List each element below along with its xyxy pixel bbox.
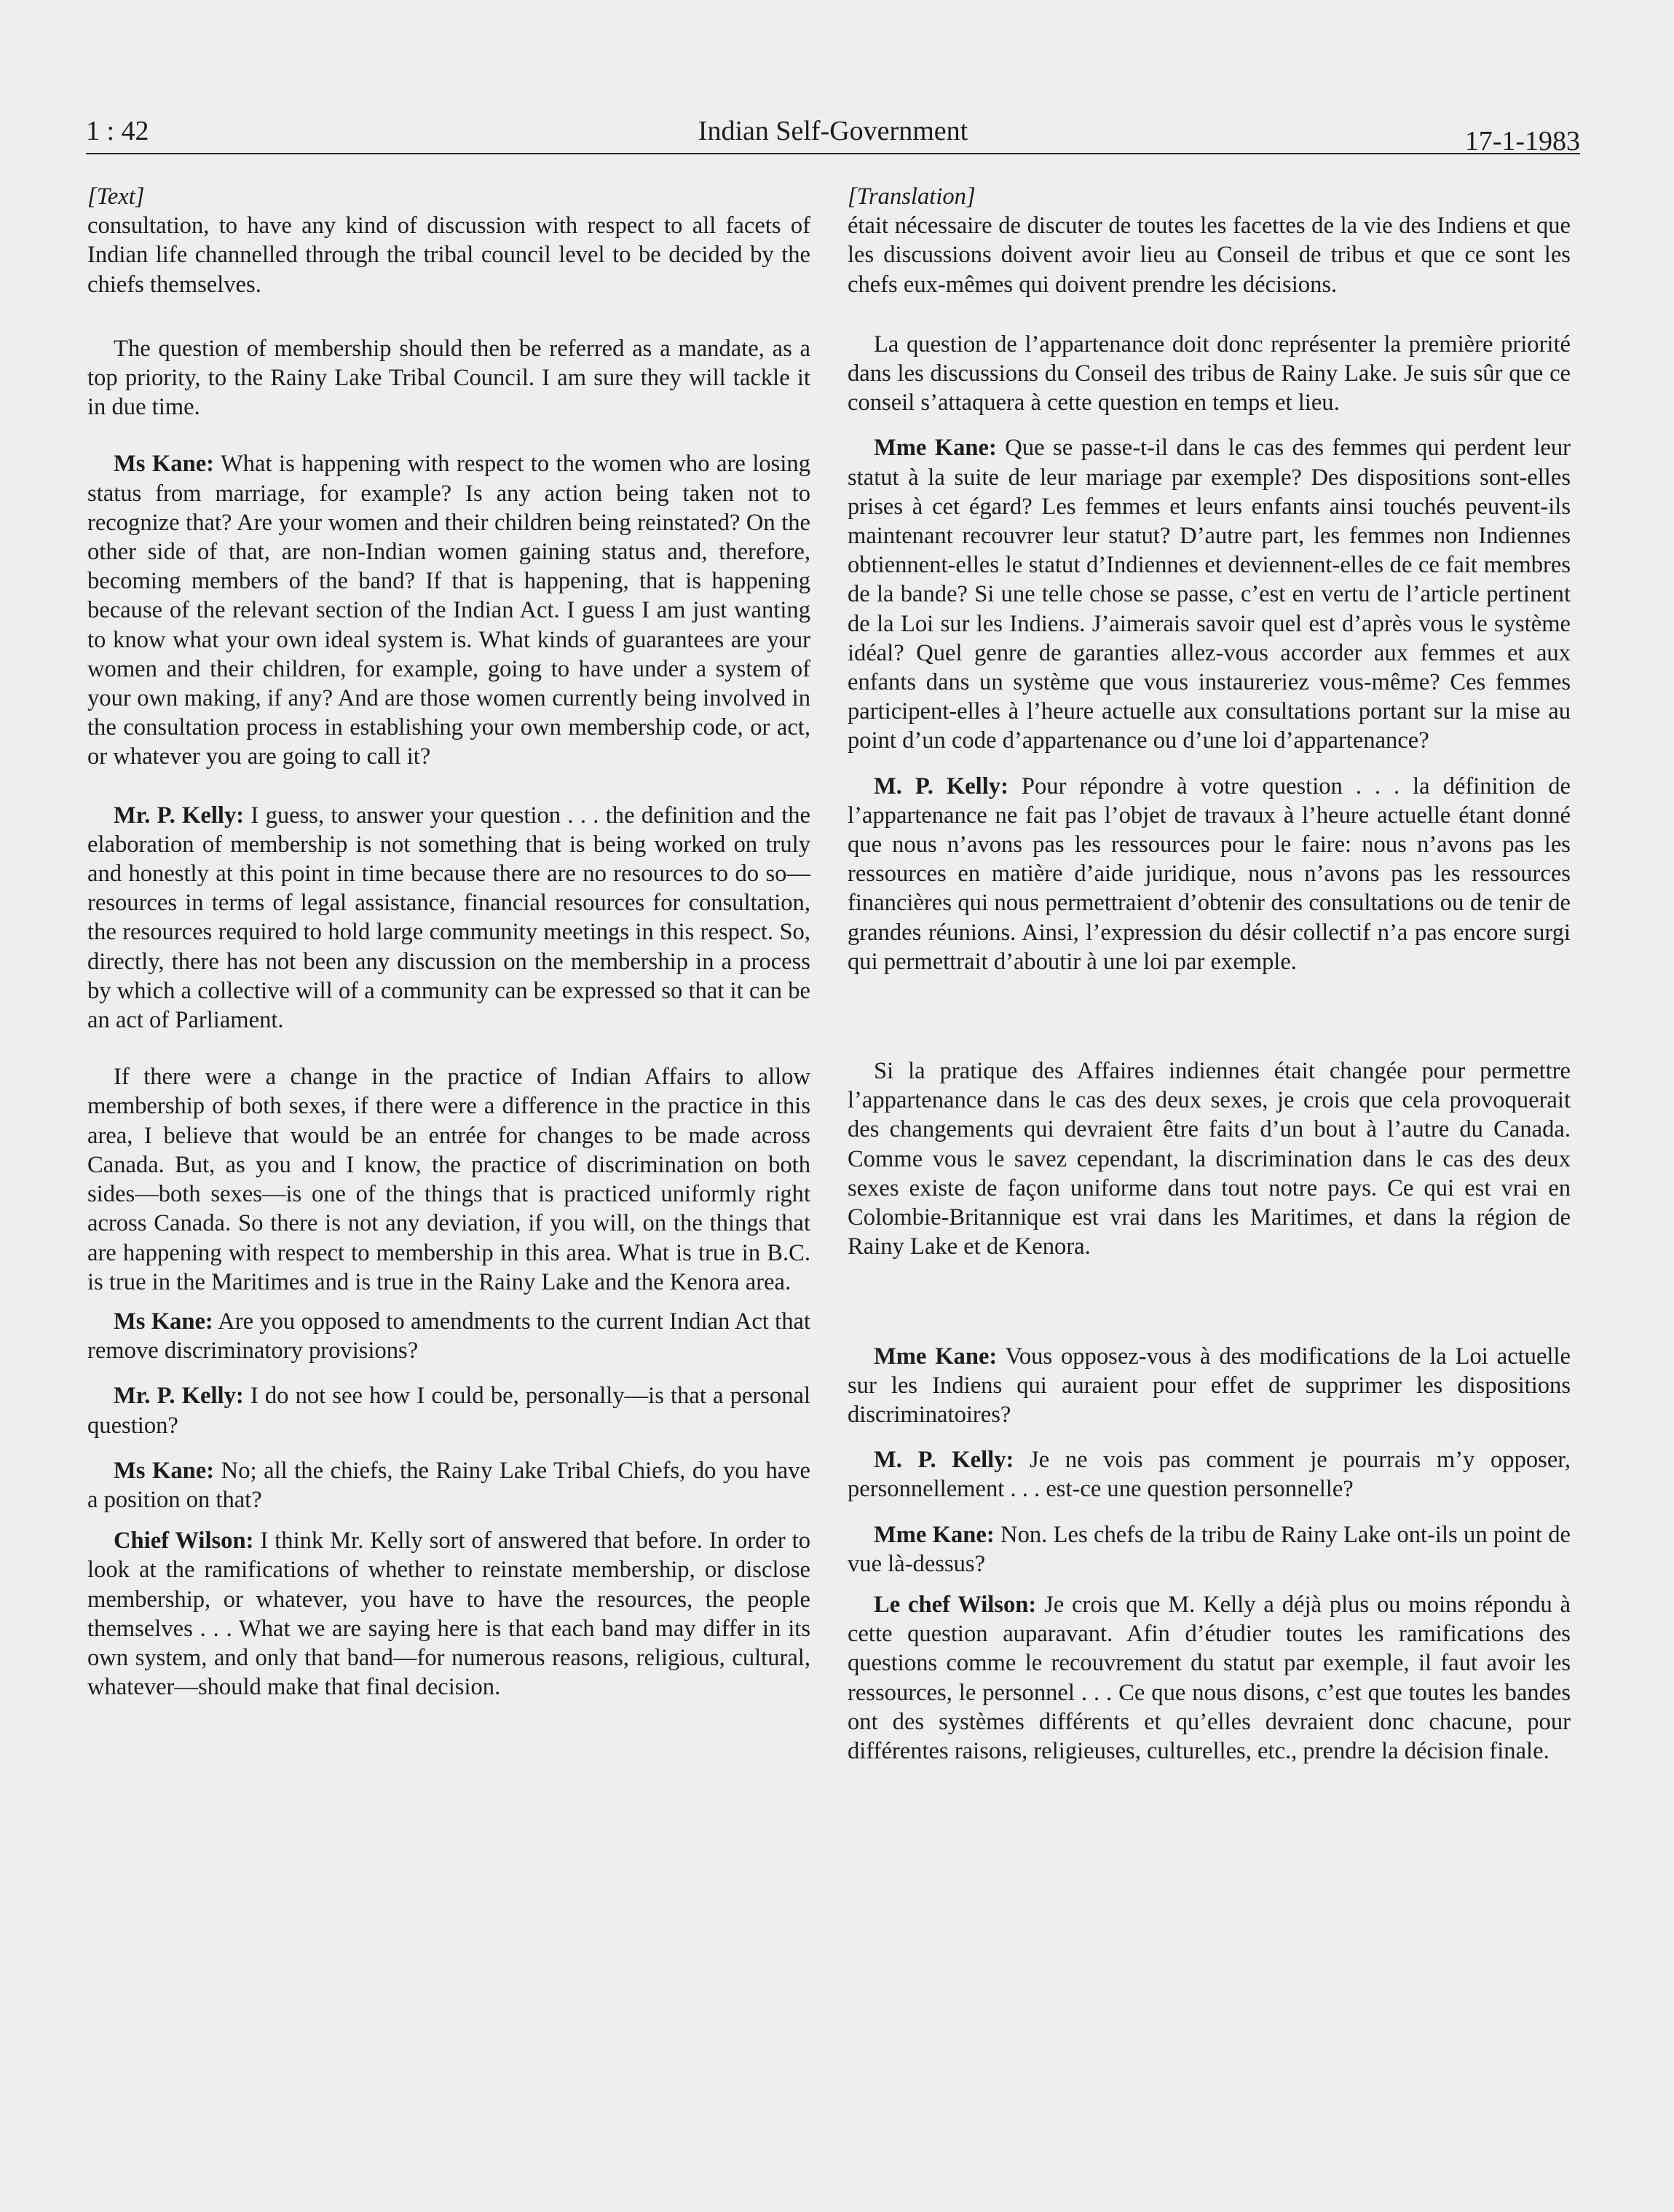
speech-text: I guess, to answer your question . . . the definition and the elaboration of membership is not something that is being worked on truly and honestly at this point in time because there are no resources to do so—resources in terms of legal assistance, financial resources for consultation, the resources required to hold large community meetings in this respect. So, directly, there has not been any discussion on the membership in a process by which a collective will of a community can be expressed so that it can be an act of Parliament.: [87, 802, 810, 1034]
speech-paragraph: [848, 1520, 1571, 1579]
speech-paragraph: [87, 801, 810, 1035]
speech-paragraph: [87, 1381, 810, 1439]
speaker-name: Mme Kane:: [874, 435, 997, 462]
speech-paragraph: [848, 433, 1571, 755]
header-date: 17-1-1983: [1464, 126, 1580, 157]
speech-text: I think Mr. Kelly sort of answered that before. In order to look at the ramifications of whether to reinstate membership, or disclose membership, or whatever, you have to have the resources, the people themselves . . . What we are saying here is that each band may differ in its own system, and only that band—for numerous reasons, religious, cultural, whatever—should make that final decision.: [87, 1528, 811, 1701]
speaker-name: Ms Kane:: [114, 1457, 215, 1484]
english-column: [87, 182, 810, 1702]
speaker-name: M. P. Kelly:: [874, 1447, 1014, 1474]
speech-text: Pour répondre à votre question . . . la définition de l’appartenance ne fait pas l’objet de travaux à l’heure actuelle étant donné que nous n’avons pas les ressources pour le faire: nous n’avons pas les ressources en matière d’aide juridique, nous n’avons pas les ressources financières qui nous permettraient d’obtenir des consultations ou de tenir de grandes réunions. Ainsi, l’expression du désir collectif n’a pas encore surgi qui permettrait d’aboutir à une loi par exemple.: [848, 773, 1571, 975]
paragraph: était nécessaire de discuter de toutes les facettes de la vie des Indiens et que les discussions doivent avoir lieu au Conseil de tribus et que ce sont les chefs eux-mêmes qui doivent prendre les décisions.: [848, 213, 1571, 298]
speaker-name: Chief Wilson:: [114, 1528, 254, 1555]
publication-title: Indian Self-Government: [698, 116, 968, 146]
speech-text: Are you opposed to amendments to the current Indian Act that remove discriminatory provisions?: [87, 1308, 810, 1364]
speaker-name: M. P. Kelly:: [874, 773, 1008, 799]
column-label: [Translation]: [848, 183, 976, 210]
speaker-name: Ms Kane:: [114, 1308, 213, 1335]
speaker-name: Mme Kane:: [874, 1521, 995, 1548]
speaker-name: Mr. P. Kelly:: [114, 1383, 244, 1410]
speech-paragraph: [848, 1445, 1571, 1504]
speech-text: Que se passe-t-il dans le cas des femmes qui perdent leur statut à la suite de leur mariage par exemple? Des dispositions sont-elles prises à cet égard? Les femmes et leurs enfants ainsi touchés peuvent-ils maintenant recouvrer leur statut? D’autre part, les femmes non Indiennes obtiennent-elles le statut d’Indiennes et deviennent-elles de ce fait membres de la bande? Si une telle chose se passe, c’est en vertu de l’article pertinent de la Loi sur les Indiens. J’aimerais savoir quel est d’après vous le système idéal? Quel genre de garanties allez-vous accorder aux femmes et aux enfants dans un système que vous instaureriez vous-même? Ces femmes participent-elles à l’heure actuelle aux consultations portant sur la mise au point d’un code d’appartenance ou d’une loi d’appartenance?: [848, 435, 1571, 754]
speech-text: What is happening with respect to the women who are losing status from marriage, for example? Is any action being taken not to recognize that? Are your women and their children being reinstated? On the other side of that, are non-Indian women gaining status and, therefore, becoming members of the band? If that is happening, that is happening because of the relevant section of the Indian Act. I guess I am just wanting to know what your own ideal system is. What kinds of guarantees are your women and their children, for example, going to have under a system of your own making, if any? And are those women currently being involved in the consultation process in establishing your own membership code, or act, or whatever you are going to call it?: [87, 451, 810, 770]
speech-text: No; all the chiefs, the Rainy Lake Tribal Chiefs, do you have a position on that?: [87, 1457, 810, 1513]
speech-text: Vous opposez-vous à des modifications de la Loi actuelle sur les Indiens qui auraient pour effet de supprimer les dispositions discriminatoires?: [848, 1343, 1571, 1428]
paragraph: La question de l’appartenance doit donc représenter la première priorité dans les discussions du Conseil des tribus de Rainy Lake. Je suis sûr que ce conseil s’attaquera à cette question en temps et lieu.: [848, 331, 1571, 416]
french-column: [848, 182, 1571, 1766]
speech-paragraph: [87, 1526, 810, 1702]
paragraph: The question of membership should then be referred as a mandate, as a top priority, to the Rainy Lake Tribal Council. I am sure they will tackle it in due time.: [87, 335, 810, 421]
speech-paragraph: [87, 1307, 810, 1365]
paragraph: If there were a change in the practice of Indian Affairs to allow membership of both sexes, if there were a difference in the practice in this area, I believe that would be an entrée for changes to be made across Canada. But, as you and I know, the practice of discrimination on both sides—both sexes—is one of the things that is practiced uniformly right across Canada. So there is not any deviation, if you will, on the things that are happening with respect to membership in this area. What is true in B.C. is true in the Maritimes and is true in the Rainy Lake and the Kenora area.: [87, 1064, 810, 1295]
speech-paragraph: [848, 1590, 1571, 1766]
speech-paragraph: [848, 1342, 1571, 1430]
speech-text: Je crois que M. Kelly a déjà plus ou moins répondu à cette question auparavant. Afin d’étudier toutes les ramifications des questions comme le recouvrement du statut par exemple, il faut avoir les ressources, le personnel . . . Ce que nous disons, c’est que toutes les bandes ont des systèmes différents et qu’elles devraient donc chacune, pour différentes raisons, religieuses, culturelles, etc., prendre la décision finale.: [848, 1591, 1571, 1764]
speaker-name: Ms Kane:: [114, 451, 215, 478]
speech-text: Je ne vois pas comment je pourrais m’y opposer, personnellement . . . est-ce une question personnelle?: [848, 1447, 1571, 1503]
page-number: 1 : 42: [86, 116, 149, 146]
speech-text: I do not see how I could be, personally—is that a personal question?: [87, 1383, 810, 1439]
speech-paragraph: [87, 449, 810, 771]
speaker-name: Le chef Wilson:: [874, 1591, 1037, 1618]
speaker-name: Mme Kane:: [874, 1343, 998, 1370]
speech-paragraph: [87, 1456, 810, 1514]
page-header: [86, 109, 1580, 157]
paragraph: consultation, to have any kind of discussion with respect to all facets of Indian life channelled through the tribal council level to be decided by the chiefs themselves.: [87, 213, 810, 298]
speech-text: Non. Les chefs de la tribu de Rainy Lake ont-ils un point de vue là-dessus?: [848, 1521, 1571, 1577]
paragraph: Si la pratique des Affaires indiennes était changée pour permettre l’appartenance dans le cas des deux sexes, je crois que cela provoquerait des changements qui devraient être faits d’un bout à l’autre du Canada. Comme vous le savez cependant, la discrimination dans le cas des deux sexes existe de façon uniforme dans tout notre pays. Ce qui est vrai en Colombie-Britannique est vrai dans les Maritimes, et dans la région de Rainy Lake et de Kenora.: [848, 1058, 1571, 1260]
speaker-name: Mr. P. Kelly:: [114, 802, 245, 829]
column-label: [Text]: [87, 183, 145, 210]
speech-paragraph: [848, 772, 1571, 976]
